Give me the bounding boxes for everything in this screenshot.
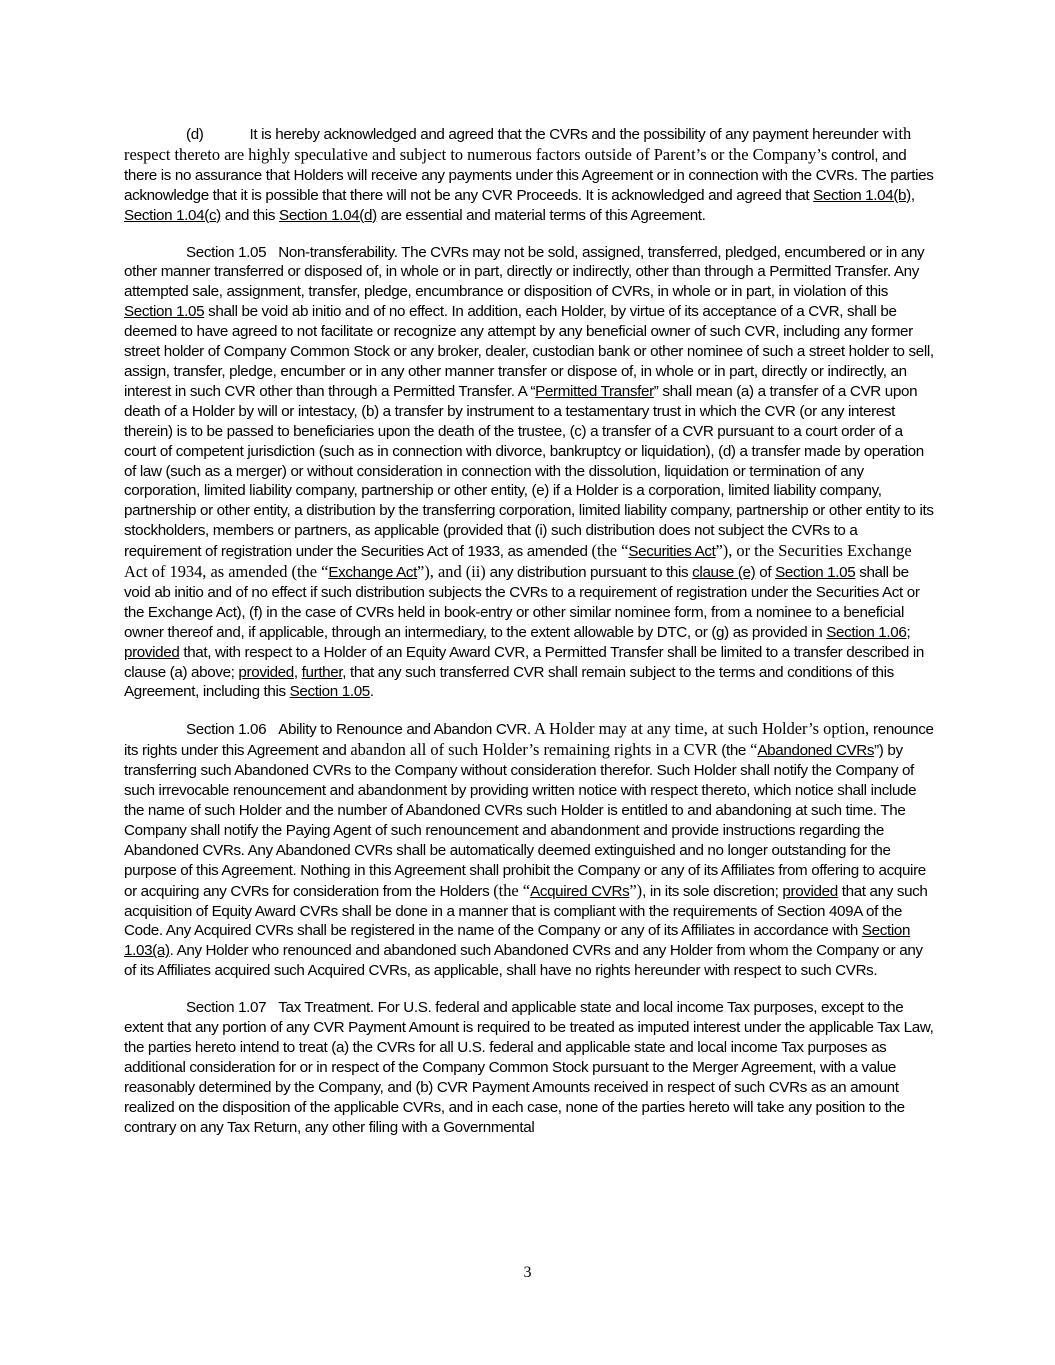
section-heading: Section 1.06 (186, 721, 267, 739)
defined-term: Securities Act (628, 543, 716, 561)
section-1-07: Section 1.07 Tax Treatment. For U.S. federal and applicable state and local income Tax purposes, except to the extent that any portion of any CVR Payment Amount is required to be treated as imputed interest under the applicable Tax Law, the parties hereto intend to treat (a) the CVRs for all U.S. federal and applicable state and local income Tax purposes as additional consideration for or in respect of the Company Common Stock pursuant to the Merger Agreement, with a value reasonably determined by the Company, and (b) CVR Payment Amounts received in respect of such CVRs as an amount realized on the disposition of the applicable CVRs, and in each case, none of the parties hereto will take any position to the contrary on any Tax Return, any other filing with a Governmental (124, 999, 934, 1136)
paragraph-marker: (d) (186, 126, 204, 143)
defined-term: Permitted Transfer (535, 382, 654, 400)
section-ref: Section 1.04(c) (124, 206, 221, 224)
section-title: Ability to Renounce and Abandon CVR. (278, 721, 531, 739)
section-ref: Section 1.05 (289, 683, 370, 701)
paragraph-d: (d) It is hereby acknowledged and agreed that the CVRs and the possibility of any payment hereunder with respect thereto are highly speculative and subject to numerous factors outside of Parent’s or the Company’s control, and there is no assurance that Holders will receive any payments under this Agreement or in connection with the CVRs. The parties acknowledge that it is possible that there will not be any CVR Proceeds. It is acknowledged and agreed that Section 1.04(b), Section 1.04(c) and this Section 1.04(d) are essential and material terms of this Agreement. (124, 124, 934, 224)
proviso: provided (238, 663, 294, 681)
section-ref: Section 1.05 (775, 564, 856, 582)
clause-ref: clause (e) (692, 564, 756, 582)
section-ref: Section 1.03(a) (124, 922, 911, 960)
page-content (124, 124, 934, 1155)
section-heading: Section 1.07 (186, 999, 267, 1017)
section-1-06: Section 1.06 Ability to Renounce and Abandon CVR. A Holder may at any time, at such Holder’s option, renounce its rights under this Agreement and abandon all of such Holder’s remaining rights in a CVR (the “Abandoned CVRs”) by transferring such Abandoned CVRs to the Company without consideration therefor. Such Holder shall notify the Company of such irrevocable renouncement and abandonment by providing written notice with respect thereto, which notice shall include the name of such Holder and the number of Abandoned CVRs such Holder is entitled to and abandoning at such time. The Company shall notify the Paying Agent of such renouncement and abandonment and provide instructions regarding the Abandoned CVRs. Any Abandoned CVRs shall be automatically deemed extinguished and no longer outstanding for the purpose of this Agreement. Nothing in this Agreement shall prohibit the Company or any of its Affiliates from offering to acquire or acquiring any CVRs for consideration from the Holders (the “Acquired CVRs”), in its sole discretion; provided that any such acquisition of Equity Award CVRs shall be done in a manner that is compliant with the requirements of Section 409A of the Code. Any Acquired CVRs shall be registered in the name of the Company or any of its Affiliates in accordance with Section 1.03(a). Any Holder who renounced and abandoned such Abandoned CVRs and any Holder from whom the Company or any of its Affiliates acquired such Acquired CVRs, as applicable, shall have no rights hereunder with respect to such CVRs. (124, 719, 934, 980)
section-ref: Section 1.05 (124, 303, 205, 321)
proviso: further (301, 663, 343, 681)
section-ref: Section 1.04(d) (279, 206, 377, 224)
section-title: Tax Treatment. (278, 999, 374, 1017)
defined-term: Acquired CVRs (530, 882, 630, 900)
defined-term: Exchange Act (328, 564, 418, 582)
defined-term: Abandoned CVRs (757, 742, 875, 760)
section-heading: Section 1.05 (186, 243, 267, 261)
page-number: 3 (523, 1264, 532, 1281)
proviso: provided (782, 882, 838, 900)
section-ref: Section 1.04(b) (813, 186, 911, 204)
section-title: Non-transferability. (278, 243, 398, 261)
proviso: provided (124, 643, 180, 661)
section-1-05: Section 1.05 Non-transferability. The CVRs may not be sold, assigned, transferred, pledged, encumbered or in any other manner transferred or disposed of, in whole or in part, directly or indirectly, other than through a Permitted Transfer. Any attempted sale, assignment, transfer, pledge, encumbrance or disposition of CVRs, in whole or in part, in violation of this Section 1.05 shall be void ab initio and of no effect. In addition, each Holder, by virtue of its acceptance of a CVR, shall be deemed to have agreed to not facilitate or recognize any attempt by any beneficial owner of such CVR, including any former street holder of Company Common Stock or any broker, dealer, custodian bank or other nominee of such a street holder to sell, assign, transfer, pledge, encumber or in any other manner transfer or dispose of, in whole or in part, directly or indirectly, an interest in such CVR other than through a Permitted Transfer. A “Permitted Transfer” shall mean (a) a transfer of a CVR upon death of a Holder by will or intestacy, (b) a transfer by instrument to a testamentary trust in which the CVR (or any interest therein) is to be passed to beneficiaries upon the death of the trustee, (c) a transfer of a CVR pursuant to a court order of a court of competent jurisdiction (such as in connection with divorce, bankruptcy or liquidation), (d) a transfer made by operation of law (such as a merger) or without consideration in connection with the dissolution, liquidation or termination of any corporation, limited liability company, partnership or other entity, (e) if a Holder is a corporation, limited liability company, partnership or other entity, a distribution by the transferring corporation, limited liability company, partnership or other entity to its stockholders, members or partners, as applicable (provided that (i) such distribution does not subject the CVRs to a requirement of registration under the Securities Act of 1933, as amended (the “Securities Act”), or the Securities Exchange Act of 1934, as amended (the “Exchange Act”), and (ii) any distribution pursuant to this clause (e) of Section 1.05 shall be void ab initio and of no effect if such distribution subjects the CVRs to a requirement of registration under the Securities Act or the Exchange Act), (f) in the case of CVRs held in book-entry or other similar nominee form, from a nominee to a beneficial owner thereof and, if applicable, through an intermediary, to the extent allowable by DTC, or (g) as provided in Section 1.06; provided that, with respect to a Holder of an Equity Award CVR, a Permitted Transfer shall be limited to a transfer described in clause (a) above; provided, further, that any such transferred CVR shall remain subject to the terms and conditions of this Agreement, including this Section 1.05. (124, 243, 934, 701)
section-ref: Section 1.06 (826, 623, 907, 641)
